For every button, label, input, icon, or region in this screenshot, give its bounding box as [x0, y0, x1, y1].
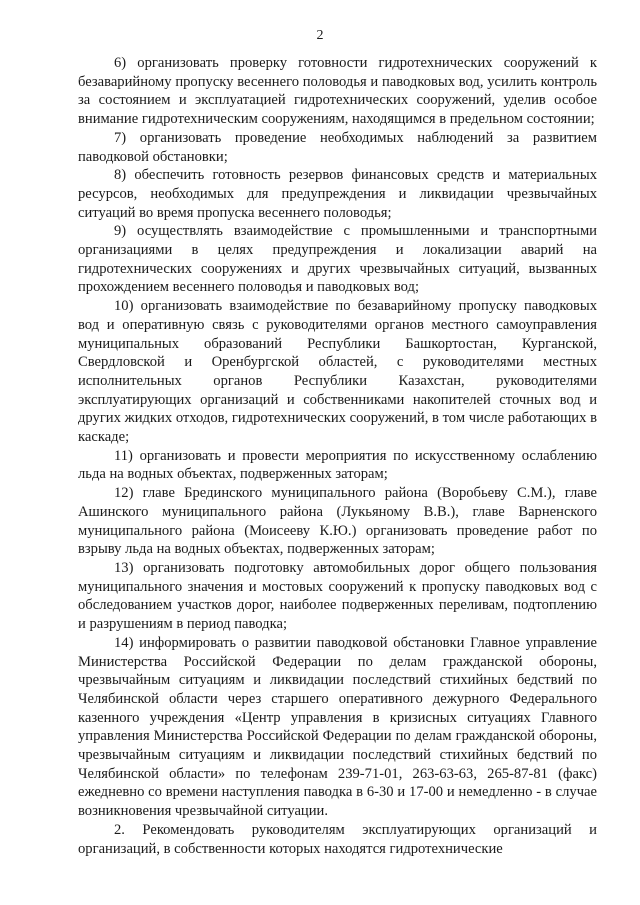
paragraph-item-13: 13) организовать подготовку автомобильных дорог общего пользования муниципального значения и мостовых сооружений к пропуску паводковых вод с обследованием участков дорог, наиболее подверженных переливам, подтоплению и разрушениям в период паводка;	[78, 559, 597, 633]
document-body	[78, 54, 597, 858]
paragraph-item-14: 14) информировать о развитии паводковой обстановки Главное управление Министерства Российской Федерации по делам гражданской обороны, чрезвычайным ситуациям и ликвидации последствий стихийных бедствий по Челябинской области через старшего оперативного дежурного Федерального казенного учреждения «Центр управления в кризисных ситуациях Главного управления Министерства Российской Федерации по делам гражданской обороны, чрезвычайным ситуациям и ликвидации последствий стихийных бедствий по Челябинской области» по телефонам 239-71-01, 263-63-63, 265-87-81 (факс) ежедневно со времени наступления паводка в 6-30 и 17-00 и немедленно - в случае возникновения чрезвычайной ситуации.	[78, 634, 597, 820]
paragraph-item-9: 9) осуществлять взаимодействие с промышленными и транспортными организациями в целях предупреждения и локализации аварий на гидротехнических сооружениях и других чрезвычайных ситуаций, вызванных прохождением весеннего половодья и паводковых вод;	[78, 223, 597, 296]
paragraph-item-6: 6) организовать проверку готовности гидротехнических сооружений к безаварийному пропуску весеннего половодья и паводковых вод, усилить контроль за состоянием и эксплуатацией гидротехнических сооружений, уделив особое внимание гидротехническим сооружениям, находящимся в предельном состоянии;	[78, 55, 597, 128]
paragraph-item-10: 10) организовать взаимодействие по безаварийному пропуску паводковых вод и оперативную связь с руководителями органов местного самоуправления муниципальных образований Республики Башкортостан, Курганской, Свердловской и Оренбургской областей, с руководителями местных исполнительных органов Республики Казахстан, руководителями эксплуатирующих организаций и собственниками накопителей сточных вод и других жидких отходов, гидротехнических сооружений, в том числе работающих в каскаде;	[78, 298, 597, 446]
faint-footer-stamp	[0, 868, 640, 880]
page-number: 2	[316, 28, 324, 43]
paragraph-item-11: 11) организовать и провести мероприятия по искусственному ослаблению льда на водных объектах, подверженных заторам;	[78, 447, 597, 483]
paragraph-item-7: 7) организовать проведение необходимых наблюдений за развитием паводковой обстановки;	[78, 129, 597, 165]
paragraph-section-2: 2. Рекомендовать руководителям эксплуатирующих организаций и организаций, в собственности которых находятся гидротехнические	[78, 821, 597, 857]
paragraph-item-12: 12) главе Брединского муниципального района (Воробьеву С.М.), главе Ашинского муниципального района (Лукьяному В.В.), главе Варненского муниципального района (Моисееву К.Ю.) организовать проведение работ по взрыву льда на водных объектах, подверженных заторам;	[78, 485, 597, 558]
paragraph-item-8: 8) обеспечить готовность резервов финансовых средств и материальных ресурсов, необходимых для предупреждения и ликвидации чрезвычайных ситуаций во время пропуска весеннего половодья;	[78, 167, 597, 221]
